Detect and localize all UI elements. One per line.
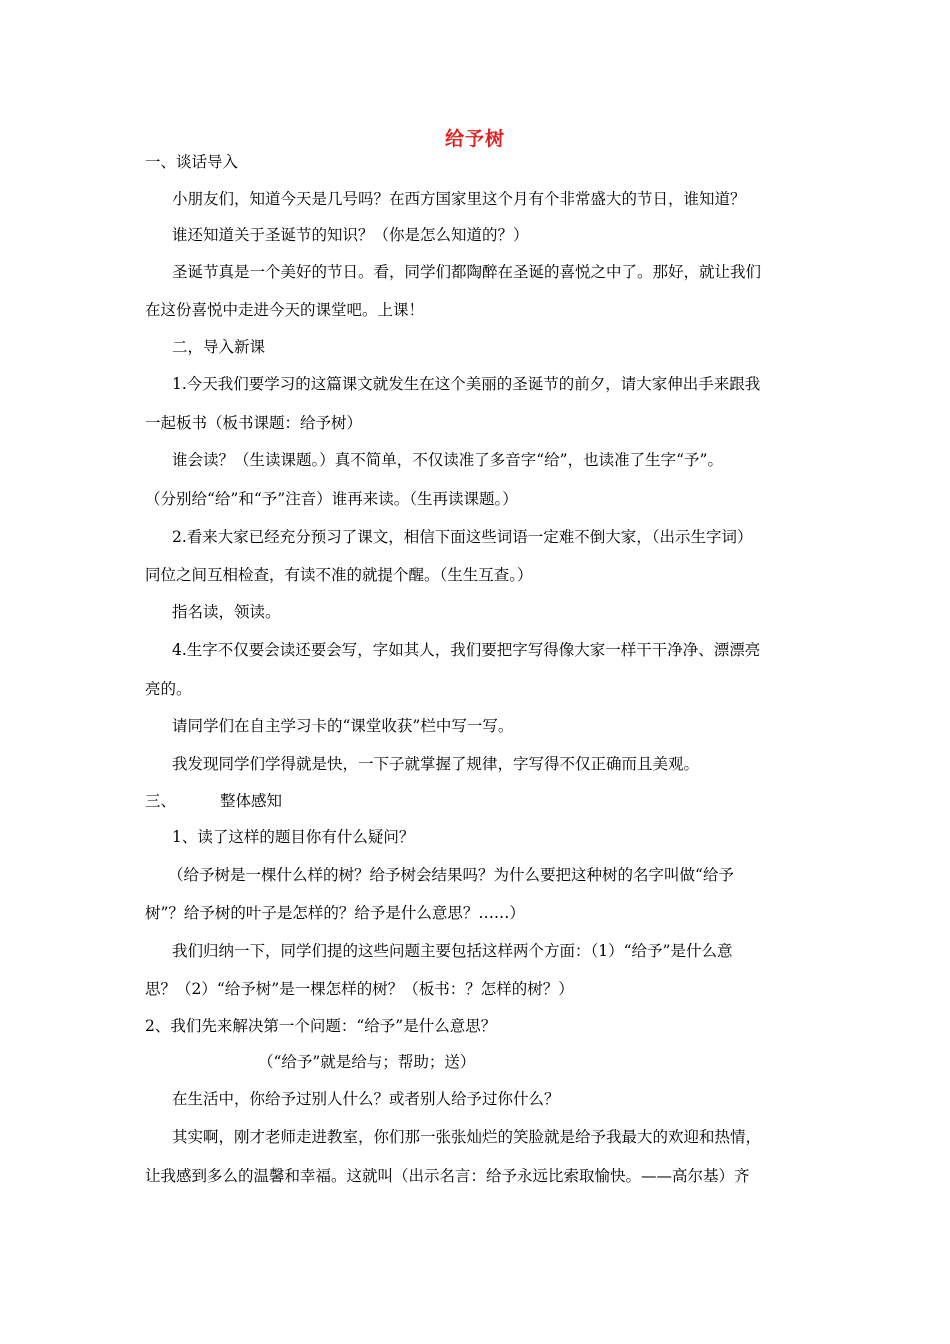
- paragraph-line: 1.今天我们要学习的这篇课文就发生在这个美丽的圣诞节的前夕，请大家伸出手来跟我: [172, 375, 761, 393]
- paragraph-line: 我发现同学们学得就是快，一下子就掌握了规律，字写得不仅正确而且美观。: [172, 755, 700, 773]
- paragraph-line: （分别给“给”和“予”注音）谁再来读。（生再读课题。）: [145, 490, 518, 508]
- paragraph-line: 让我感到多么的温馨和幸福。这就叫（出示名言：给予永远比索取愉快。——高尔基）齐: [145, 1167, 750, 1185]
- paragraph-line: 思？（2）“给予树”是一棵怎样的树？（板书：？怎样的树？）: [145, 980, 574, 998]
- section-heading-3: [145, 791, 282, 811]
- paragraph-line: 请同学们在自主学习卡的“课堂收获”栏中写一写。: [172, 717, 514, 735]
- paragraph-line: 小朋友们，知道今天是几号吗？在西方国家里这个月有个非常盛大的节日，谁知道？: [172, 190, 746, 208]
- paragraph-line: 一起板书（板书课题：给予树）: [145, 414, 363, 432]
- paragraph-line: （“给予”就是给与；帮助；送）: [258, 1053, 476, 1071]
- section-number: 三、: [145, 792, 177, 810]
- section-heading-1: 一、谈话导入: [145, 153, 239, 171]
- section-title: 整体感知: [220, 792, 283, 810]
- document-title: 给予树: [444, 128, 505, 150]
- paragraph-line: 圣诞节真是一个美好的节日。看，同学们都陶醉在圣诞的喜悦之中了。那好，就让我们: [172, 263, 762, 281]
- paragraph-line: 1、读了这样的题目你有什么疑问？: [172, 828, 415, 846]
- paragraph-line: 指名读，领读。: [172, 603, 281, 621]
- section-heading-2: 二，导入新课: [172, 338, 266, 356]
- paragraph-line: 树”？给予树的叶子是怎样的？给予是什么意思？……）: [145, 904, 525, 922]
- paragraph-line: 在这份喜悦中走进今天的课堂吧。上课！: [145, 301, 425, 319]
- paragraph-line: 我们归纳一下，同学们提的这些问题主要包括这样两个方面：（1）“给予”是什么意: [172, 942, 733, 960]
- paragraph-line: 2.看来大家已经充分预习了课文，相信下面这些词语一定难不倒大家，（出示生字词）: [172, 528, 753, 546]
- paragraph-line: 谁还知道关于圣诞节的知识？（你是怎么知道的？）: [172, 226, 529, 244]
- paragraph-line: 在生活中，你给予过别人什么？或者别人给予过你什么？: [172, 1090, 560, 1108]
- paragraph-line: 亮的。: [145, 680, 192, 698]
- paragraph-line: （给予树是一棵什么样的树？给予树会结果吗？为什么要把这种树的名字叫做“给予: [168, 866, 734, 884]
- paragraph-line: 2、我们先来解决第一个问题：“给予”是什么意思？: [145, 1017, 497, 1035]
- paragraph-line: 谁会读？（生读课题。）真不简单，不仅读准了多音字“给”，也读准了生字“予”。: [172, 451, 723, 469]
- paragraph-line: 其实啊，刚才老师走进教室，你们那一张张灿烂的笑脸就是给予我最大的欢迎和热情，: [172, 1128, 762, 1146]
- paragraph-line: 4.生字不仅要会读还要会写，字如其人，我们要把字写得像大家一样干干净净、漂漂亮: [172, 641, 761, 659]
- paragraph-line: 同位之间互相检查，有读不准的就提个醒。（生生互查。）: [145, 566, 533, 584]
